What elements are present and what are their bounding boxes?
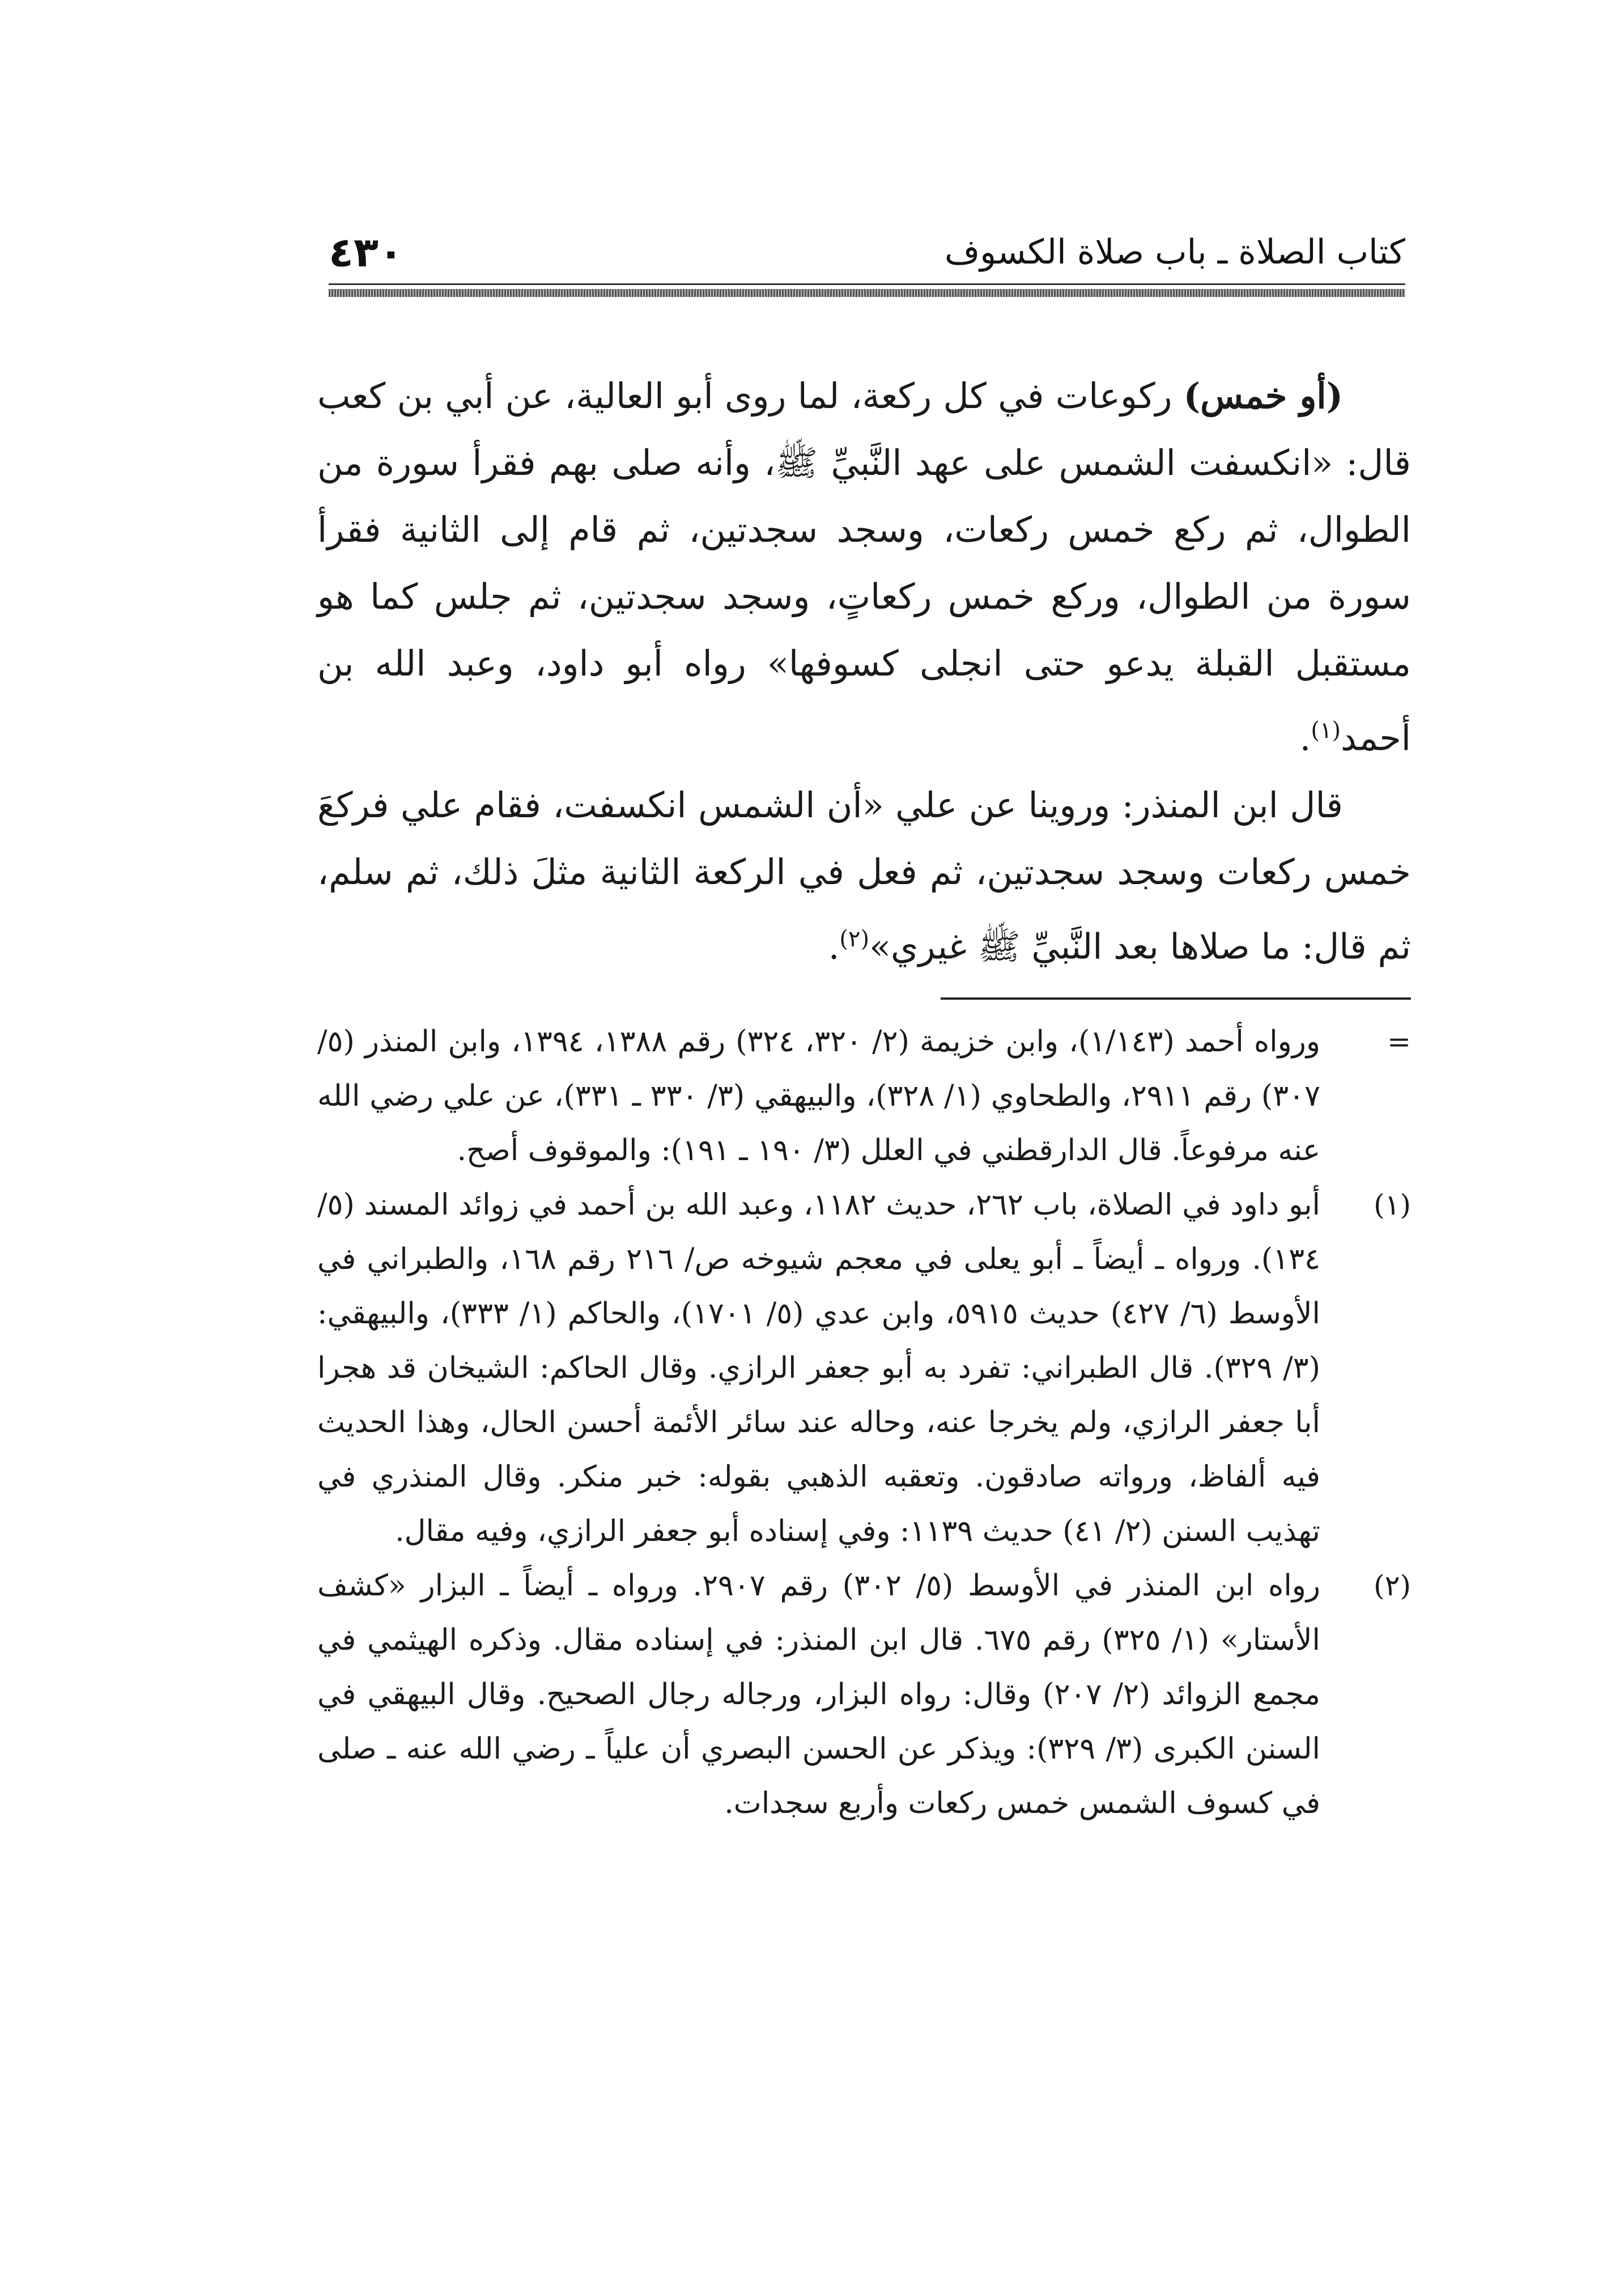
page-number: ٤٣٠ [329, 228, 403, 276]
header-rule-top [329, 283, 1405, 285]
footnote-marker: (٢) [1374, 1569, 1411, 1602]
footnote-ref-1: (١) [1311, 717, 1341, 744]
paragraph-1-text: ركوعات في كل ركعة، لما روى أبو العالية، عن أبي بن كعب قال: «انكسفت الشمس على عهد النَّبيِّ ﷺ، وأنه صلى بهم فقرأ سورة من الطوال، ثم ركع خمس ركعات، وسجد سجدتين، ثم قام إلى الثانية فقرأ سورة من الطوال، وركع خمس ركعاتٍ، وسجد سجدتين، ثم جلس كما هو مستقبل القبلة يدعو حتى انجلى كسوفها» رواه أبو داود، وعبد الله بن أحمد [317, 375, 1411, 759]
paragraph-2-text: قال ابن المنذر: وروينا عن علي «أن الشمس انكسفت، فقام علي فركعَ خمس ركعات وسجد سجدتين، ثم فعل في الركعة الثانية مثلَ ذلك، ثم سلم، ثم قال: ما صلاها بعد النَّبيِّ ﷺ غيري» [317, 784, 1411, 967]
running-title: كتاب الصلاة ـ باب صلاة الكسوف [944, 232, 1405, 272]
footnote-text: أبو داود في الصلاة، باب ٢٦٢، حديث ١١٨٢، وعبد الله بن أحمد في زوائد المسند (٥/ ١٣٤). ورواه ـ أيضاً ـ أبو يعلى في معجم شيوخه ص/ ٢١٦ رقم ١٦٨، والطبراني في الأوسط (٦/ ٤٢٧) حديث ٥٩١٥، وابن عدي (٥/ ١٧٠١)، والحاكم (١/ ٣٣٣)، والبيهقي: (٣/ ٣٢٩). قال الطبراني: تفرد به أبو جعفر الرازي. وقال الحاكم: الشيخان قد هجرا أبا جعفر الرازي، ولم يخرجا عنه، وحاله عند سائر الأئمة أحسن الحال، وهذا الحديث فيه ألفاظ، ورواته صادقون. وتعقبه الذهبي بقوله: خبر منكر. وقال المنذري في تهذيب السنن (٢/ ٤١) حديث ١١٣٩: وفي إسناده أبو جعفر الرازي، وفيه مقال. [317, 1188, 1320, 1548]
footnote-text: ورواه أحمد (١/١٤٣)، وابن خزيمة (٢/ ٣٢٠، ٣٢٤) رقم ١٣٨٨، ١٣٩٤، وابن المنذر (٥/ ٣٠٧) رقم ٢٩١١، والطحاوي (١/ ٣٢٨)، والبيهقي (٣/ ٣٣٠ ـ ٣٣١)، عن علي رضي الله عنه مرفوعاً. قال الدارقطني في العلل (٣/ ١٩٠ ـ ١٩١): والموقوف أصح. [317, 1025, 1321, 1167]
footnote-continuation [317, 1014, 1411, 1178]
paragraph-1-end: . [1299, 717, 1311, 759]
paragraph-2-end: . [828, 925, 840, 967]
footnote-ref-2: (٢) [839, 925, 870, 952]
footnote-2 [317, 1559, 1411, 1831]
page-header [329, 227, 1405, 278]
footnote-1 [317, 1178, 1411, 1559]
bold-term: (أو خمس) [1183, 375, 1343, 417]
header-rule [329, 289, 1405, 297]
footnote-separator [941, 997, 1411, 1000]
main-text [317, 363, 1411, 980]
footnote-marker: (١) [1374, 1188, 1411, 1221]
footnote-text: رواه ابن المنذر في الأوسط (٥/ ٣٠٢) رقم ٢٩٠٧. ورواه ـ أيضاً ـ البزار «كشف الأستار» (١/ ٣٢٥) رقم ٦٧٥. قال ابن المنذر: في إسناده مقال. وذكره الهيثمي في مجمع الزوائد (٢/ ٢٠٧) وقال: رواه البزار، ورجاله رجال الصحيح. وقال البيهقي في السنن الكبرى (٣/ ٣٢٩): ويذكر عن الحسن البصري أن علياً ـ رضي الله عنه ـ صلى في كسوف الشمس خمس ركعات وأربع سجدات. [317, 1569, 1320, 1820]
paragraph-2 [317, 772, 1411, 980]
paragraph-1 [317, 363, 1411, 772]
footnote-marker: = [1387, 1025, 1411, 1058]
footnotes [317, 1014, 1411, 1831]
